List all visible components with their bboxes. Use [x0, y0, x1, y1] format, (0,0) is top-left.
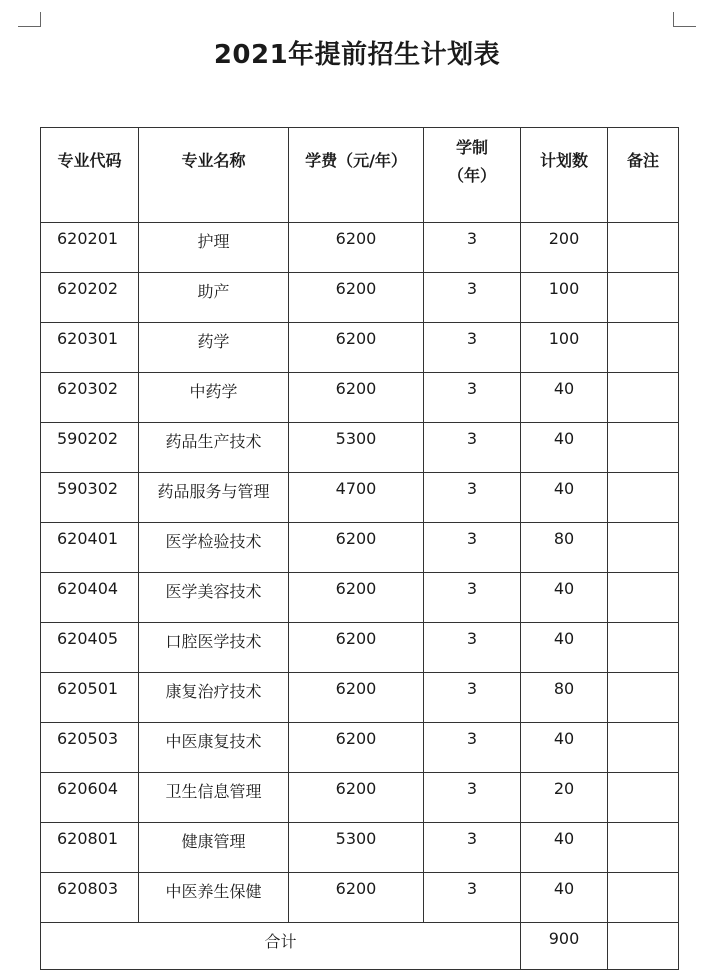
cell-name: 药学	[139, 323, 289, 373]
cell-name: 医学美容技术	[139, 573, 289, 623]
cell-years: 3	[424, 723, 521, 773]
cell-years: 3	[424, 473, 521, 523]
cell-code: 620503	[41, 723, 139, 773]
cell-plan: 40	[521, 373, 608, 423]
cell-plan: 20	[521, 773, 608, 823]
table-row	[41, 323, 679, 373]
total-plan: 900	[521, 923, 608, 970]
cell-fee: 6200	[289, 573, 424, 623]
crop-mark-top-right	[673, 12, 696, 27]
table-row	[41, 823, 679, 873]
table-row	[41, 473, 679, 523]
cell-fee: 6200	[289, 623, 424, 673]
cell-code: 620202	[41, 273, 139, 323]
cell-code: 620401	[41, 523, 139, 573]
cell-fee: 6200	[289, 773, 424, 823]
cell-years: 3	[424, 323, 521, 373]
table-row	[41, 373, 679, 423]
cell-note	[608, 223, 679, 273]
cell-name: 中医康复技术	[139, 723, 289, 773]
cell-years: 3	[424, 823, 521, 873]
cell-fee: 4700	[289, 473, 424, 523]
cell-code: 620201	[41, 223, 139, 273]
cell-fee: 6200	[289, 323, 424, 373]
header-note: 备注	[608, 128, 679, 223]
cell-years: 3	[424, 223, 521, 273]
cell-code: 620604	[41, 773, 139, 823]
cell-name: 医学检验技术	[139, 523, 289, 573]
cell-note	[608, 723, 679, 773]
table-row	[41, 673, 679, 723]
cell-plan: 40	[521, 573, 608, 623]
cell-name: 中药学	[139, 373, 289, 423]
cell-plan: 40	[521, 473, 608, 523]
cell-name: 药品服务与管理	[139, 473, 289, 523]
cell-note	[608, 373, 679, 423]
header-fee: 学费（元/年）	[289, 128, 424, 223]
table-row	[41, 423, 679, 473]
cell-code: 620501	[41, 673, 139, 723]
cell-fee: 5300	[289, 423, 424, 473]
table-row	[41, 223, 679, 273]
cell-note	[608, 473, 679, 523]
table-row	[41, 523, 679, 573]
cell-plan: 80	[521, 523, 608, 573]
cell-fee: 6200	[289, 273, 424, 323]
crop-mark-top-left	[18, 12, 41, 27]
cell-code: 620405	[41, 623, 139, 673]
cell-name: 卫生信息管理	[139, 773, 289, 823]
table-row	[41, 573, 679, 623]
cell-years: 3	[424, 773, 521, 823]
cell-fee: 6200	[289, 223, 424, 273]
cell-plan: 40	[521, 823, 608, 873]
cell-note	[608, 323, 679, 373]
table-row	[41, 623, 679, 673]
cell-code: 620301	[41, 323, 139, 373]
cell-note	[608, 773, 679, 823]
header-plan: 计划数	[521, 128, 608, 223]
cell-code: 620801	[41, 823, 139, 873]
total-note	[608, 923, 679, 970]
table-header-row	[41, 128, 679, 223]
cell-name: 助产	[139, 273, 289, 323]
cell-years: 3	[424, 373, 521, 423]
total-row	[41, 923, 679, 970]
cell-years: 3	[424, 673, 521, 723]
header-name: 专业名称	[139, 128, 289, 223]
cell-note	[608, 423, 679, 473]
cell-plan: 40	[521, 723, 608, 773]
cell-name: 中医养生保健	[139, 873, 289, 923]
cell-years: 3	[424, 623, 521, 673]
cell-note	[608, 623, 679, 673]
cell-fee: 6200	[289, 523, 424, 573]
cell-note	[608, 573, 679, 623]
cell-name: 口腔医学技术	[139, 623, 289, 673]
cell-years: 3	[424, 273, 521, 323]
cell-fee: 6200	[289, 673, 424, 723]
page-title: 2021年提前招生计划表	[213, 40, 501, 70]
cell-note	[608, 673, 679, 723]
table-row	[41, 873, 679, 923]
cell-code: 620404	[41, 573, 139, 623]
cell-note	[608, 273, 679, 323]
table-row	[41, 273, 679, 323]
header-years-line2: （年）	[447, 166, 496, 185]
cell-plan: 100	[521, 323, 608, 373]
cell-years: 3	[424, 573, 521, 623]
cell-code: 620302	[41, 373, 139, 423]
cell-name: 健康管理	[139, 823, 289, 873]
table-body	[41, 223, 679, 923]
cell-plan: 200	[521, 223, 608, 273]
cell-plan: 40	[521, 423, 608, 473]
cell-plan: 100	[521, 273, 608, 323]
cell-years: 3	[424, 873, 521, 923]
cell-note	[608, 523, 679, 573]
cell-years: 3	[424, 523, 521, 573]
header-years-line1: 学制	[455, 138, 488, 157]
cell-plan: 40	[521, 873, 608, 923]
header-years	[424, 128, 521, 223]
cell-name: 护理	[139, 223, 289, 273]
table-row	[41, 723, 679, 773]
cell-code: 590202	[41, 423, 139, 473]
cell-fee: 6200	[289, 723, 424, 773]
cell-note	[608, 823, 679, 873]
cell-plan: 40	[521, 623, 608, 673]
cell-name: 康复治疗技术	[139, 673, 289, 723]
cell-name: 药品生产技术	[139, 423, 289, 473]
cell-fee: 6200	[289, 873, 424, 923]
enrollment-plan-table	[40, 127, 679, 970]
cell-years: 3	[424, 423, 521, 473]
cell-code: 620803	[41, 873, 139, 923]
total-label: 合计	[41, 923, 521, 970]
cell-code: 590302	[41, 473, 139, 523]
cell-plan: 80	[521, 673, 608, 723]
header-code: 专业代码	[41, 128, 139, 223]
table-row	[41, 773, 679, 823]
cell-note	[608, 873, 679, 923]
cell-fee: 5300	[289, 823, 424, 873]
cell-fee: 6200	[289, 373, 424, 423]
